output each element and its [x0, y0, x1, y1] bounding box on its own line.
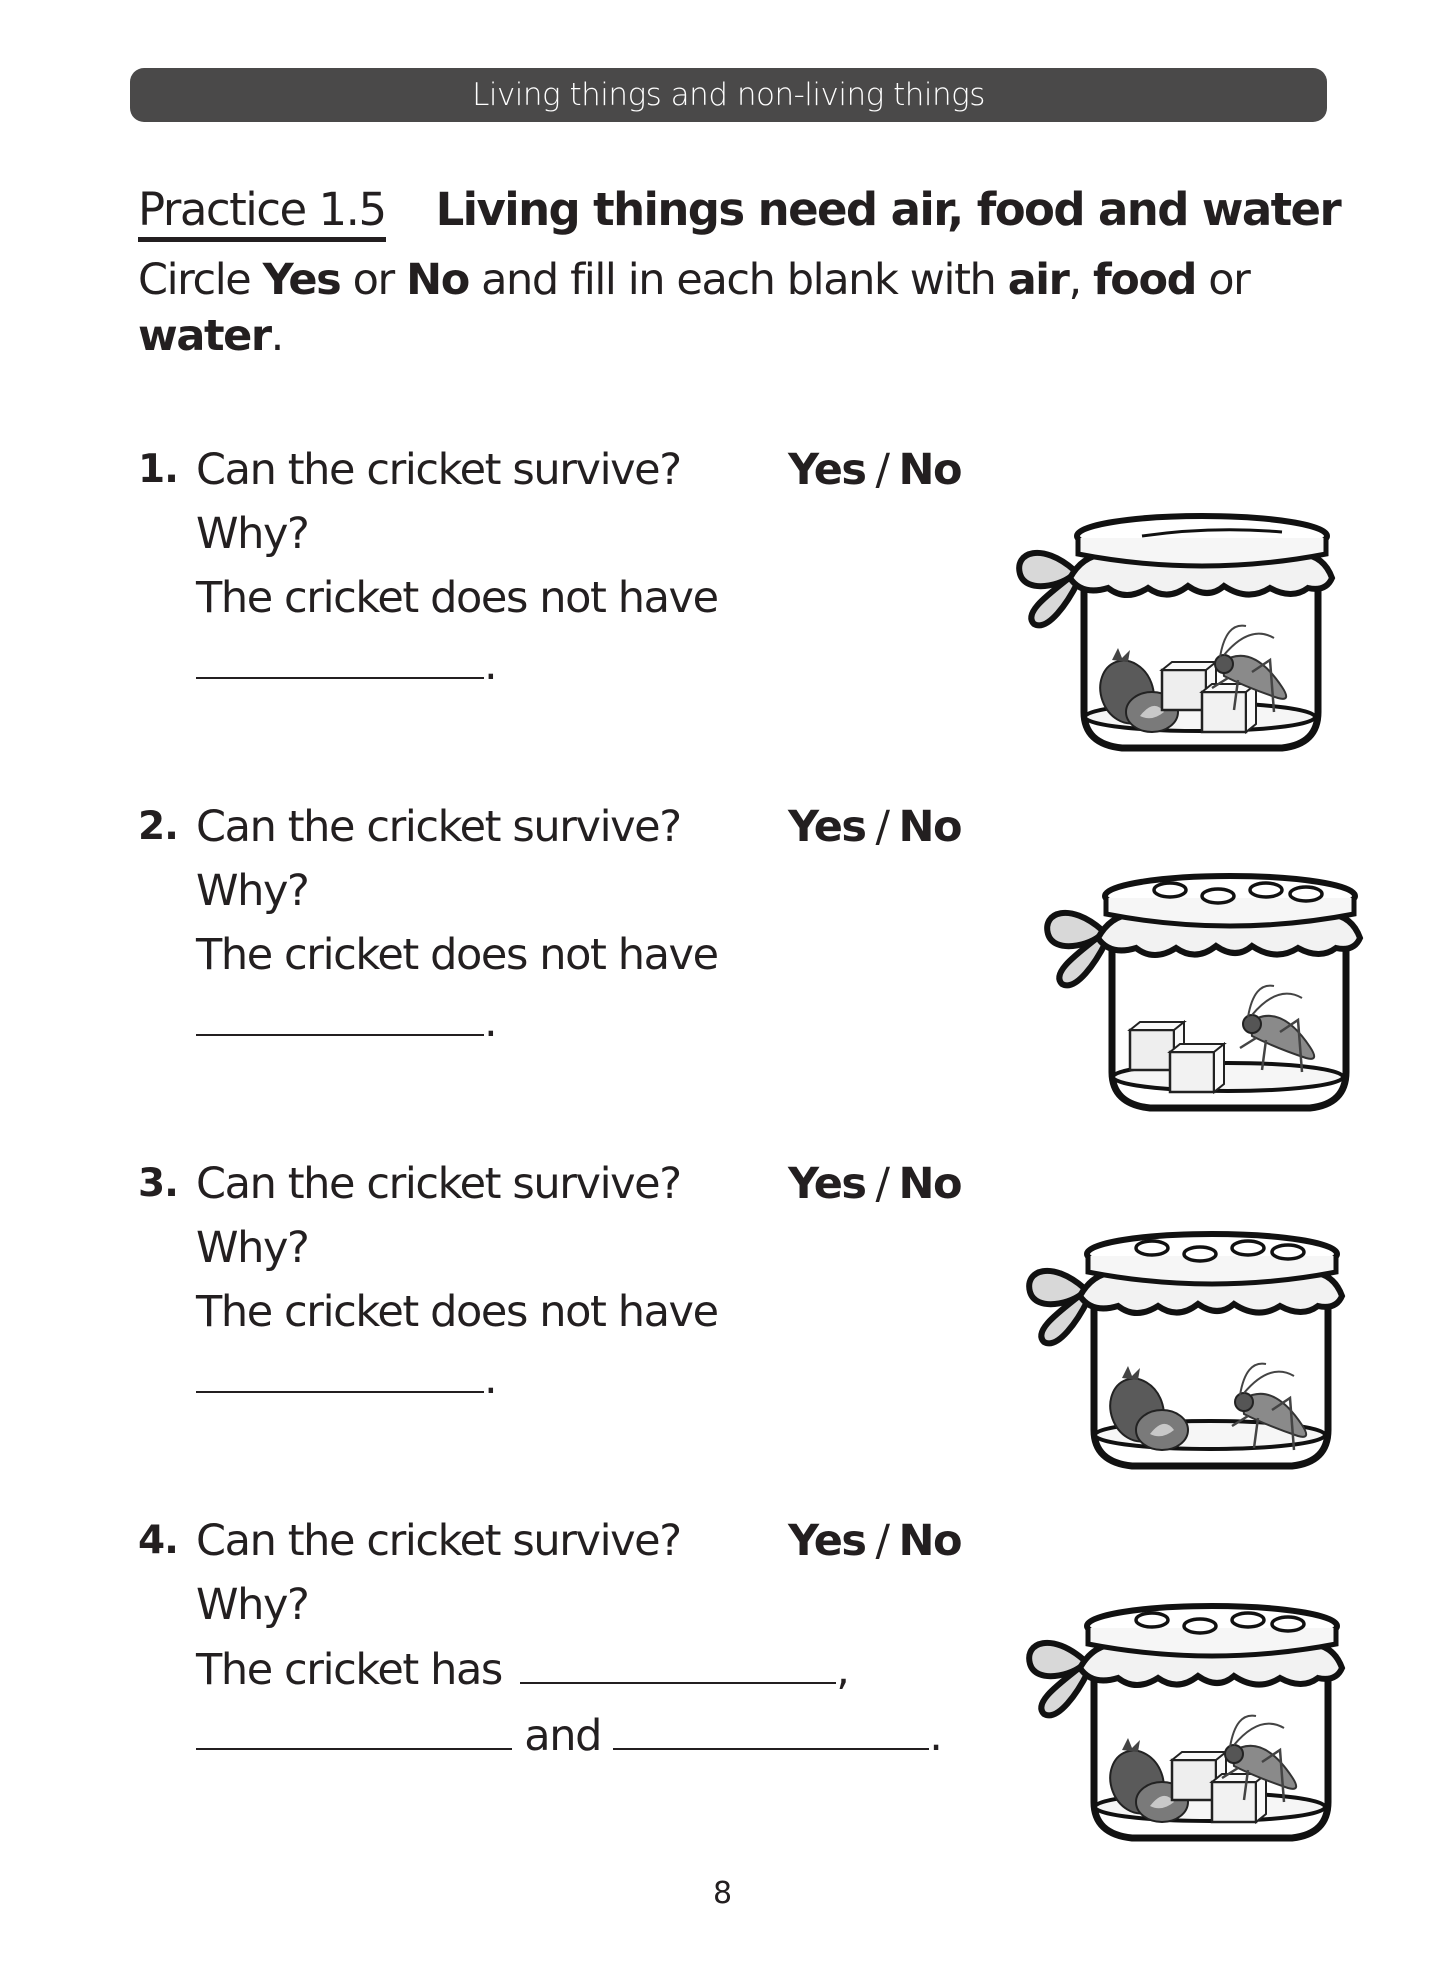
question-3 — [138, 1159, 1038, 1419]
answer-prompt: The cricket has — [196, 1645, 502, 1695]
section-header-bar — [130, 68, 1327, 122]
instr-air: air — [1007, 255, 1069, 305]
yes-option[interactable]: Yes — [788, 445, 866, 495]
instr-text: or — [1195, 255, 1250, 305]
why-label: Why? — [196, 1223, 309, 1273]
instr-yes: Yes — [262, 255, 341, 305]
practice-title: Living things need air, food and water — [435, 183, 1341, 236]
yes-no-choice — [788, 802, 961, 852]
answer-blank[interactable] — [196, 996, 484, 1036]
answer-blank-3[interactable] — [613, 1710, 929, 1750]
no-option[interactable]: No — [898, 445, 961, 495]
jar-image-4 — [1022, 1602, 1352, 1847]
answer-prompt: The cricket does not have — [196, 573, 718, 623]
answer-blank-1[interactable] — [520, 1644, 836, 1684]
question-text: Can the cricket survive? — [196, 1159, 681, 1209]
jar-image-1 — [1012, 512, 1342, 757]
no-option[interactable]: No — [898, 802, 961, 852]
yes-no-choice — [788, 1159, 961, 1209]
answer-line-2 — [196, 1710, 942, 1761]
why-label: Why? — [196, 866, 309, 916]
yes-option[interactable]: Yes — [788, 802, 866, 852]
question-number: 4. — [138, 1518, 178, 1563]
no-option[interactable]: No — [898, 1159, 961, 1209]
instr-text: and fill in each blank with — [468, 255, 1008, 305]
instr-text: Circle — [138, 255, 263, 305]
answer-blank[interactable] — [196, 1353, 484, 1393]
slash-separator: / — [875, 445, 889, 495]
answer-blank[interactable] — [196, 639, 484, 679]
question-text: Can the cricket survive? — [196, 445, 681, 495]
instr-text: . — [270, 311, 283, 361]
yes-option[interactable]: Yes — [788, 1516, 866, 1566]
yes-option[interactable]: Yes — [788, 1159, 866, 1209]
period: . — [484, 640, 497, 690]
period: . — [484, 997, 497, 1047]
period: . — [484, 1354, 497, 1404]
answer-blank-2[interactable] — [196, 1710, 512, 1750]
answer-line-1 — [196, 1644, 848, 1695]
answer-prompt: The cricket does not have — [196, 1287, 718, 1337]
section-title: Living things and non-living things — [472, 77, 985, 113]
answer-prompt: The cricket does not have — [196, 930, 718, 980]
instr-no: No — [406, 255, 469, 305]
answer-line — [196, 639, 496, 690]
question-number: 3. — [138, 1161, 178, 1206]
jar-image-2 — [1040, 872, 1370, 1117]
question-text: Can the cricket survive? — [196, 1516, 681, 1566]
and-connector: and — [524, 1711, 601, 1761]
instructions — [138, 252, 1318, 364]
question-2 — [138, 802, 1038, 1062]
question-1 — [138, 445, 1038, 705]
slash-separator: / — [875, 1516, 889, 1566]
answer-line — [196, 1353, 496, 1404]
page-number: 8 — [712, 1876, 733, 1911]
slash-separator: / — [875, 802, 889, 852]
practice-heading — [138, 183, 1340, 242]
question-4 — [138, 1516, 1038, 1796]
jar-image-3 — [1022, 1230, 1352, 1475]
comma: , — [836, 1645, 849, 1695]
question-number: 2. — [138, 804, 178, 849]
practice-number: Practice 1.5 — [138, 186, 386, 242]
no-option[interactable]: No — [898, 1516, 961, 1566]
slash-separator: / — [875, 1159, 889, 1209]
yes-no-choice — [788, 1516, 961, 1566]
question-number: 1. — [138, 447, 178, 492]
instr-text: , — [1068, 255, 1093, 305]
instr-text: or — [340, 255, 407, 305]
why-label: Why? — [196, 509, 309, 559]
period: . — [929, 1711, 942, 1761]
question-text: Can the cricket survive? — [196, 802, 681, 852]
instr-food: food — [1093, 255, 1196, 305]
instr-water: water — [138, 311, 271, 361]
yes-no-choice — [788, 445, 961, 495]
answer-line — [196, 996, 496, 1047]
why-label: Why? — [196, 1580, 309, 1630]
